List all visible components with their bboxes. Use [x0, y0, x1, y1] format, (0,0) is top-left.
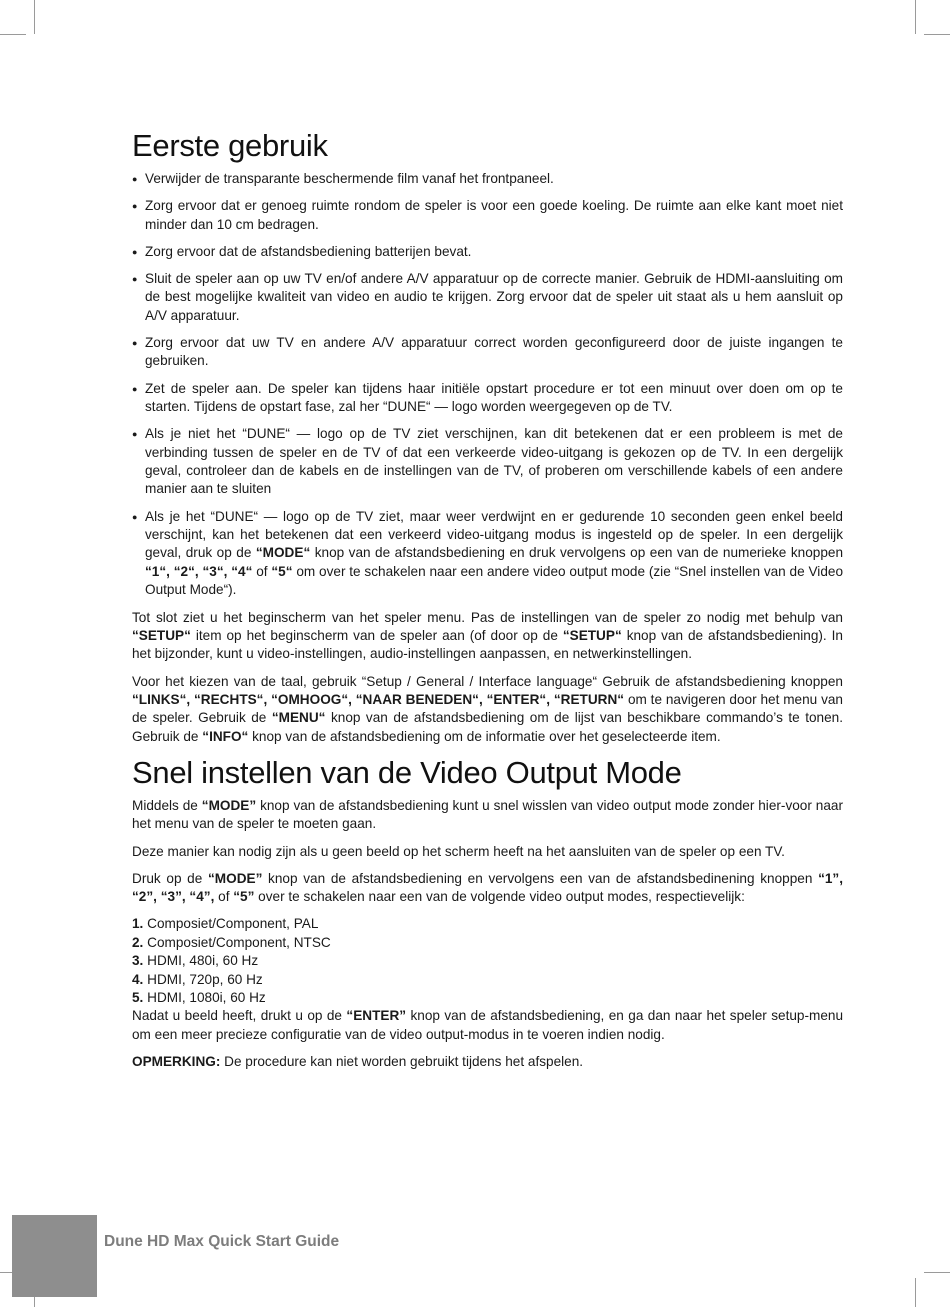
bold-run: “MODE“	[255, 545, 311, 561]
bullet-item: ● Zorg ervoor dat uw TV en andere A/V apparatuur correct worden geconfigureerd door de juiste ingangen te gebruiken.	[132, 334, 843, 371]
page-content	[132, 128, 843, 1080]
text-run: Nadat u beeld heeft, drukt u op de	[132, 1008, 347, 1024]
bullet-list	[132, 170, 843, 600]
text-run: item op het beginscherm van de speler aan (of door op de	[190, 627, 563, 643]
text-run: knop van de afstandsbediening kunt u snel wisslen van video output mode zonder hier-voor naar het menu van de speler te moeten gaan.	[132, 797, 844, 832]
bold-run: “1”, “2”, “3”, “4”,	[132, 870, 843, 905]
bold-run: “1“, “2“, “3“, “4“	[145, 563, 253, 579]
bold-run: “SETUP“	[132, 627, 191, 643]
bullet-item: ● Sluit de speler aan op uw TV en/of andere A/V apparatuur op de correcte manier. Gebruik de HDMI-aansluiting om de best mogelijke kwaliteit van video en audio te krijgen. Zorg ervoor dat de speler uit staat als u hem aansluit op A/V apparatuur.	[132, 270, 843, 325]
bullet-item: ● Zet de speler aan. De speler kan tijdens haar initiële opstart procedure er tot een minuut over doen om op te starten. Tijdens de opstart fase, zal her “DUNE“ — logo worden weergegeven op de TV.	[132, 380, 843, 417]
paragraph	[132, 870, 843, 907]
note-label: OPMERKING:	[132, 1054, 221, 1069]
mode-label: HDMI, 480i, 60 Hz	[143, 953, 259, 969]
mode-list	[132, 915, 843, 1007]
text-run: om te navigeren door het menu van de speler. Gebruik de	[132, 691, 843, 726]
mode-label: Composiet/Component, PAL	[143, 916, 319, 932]
paragraph: Deze manier kan nodig zijn als u geen beeld op het scherm heeft na het aansluiten van de speler op een TV.	[132, 843, 785, 859]
crop-mark	[915, 1278, 916, 1307]
text-run: Voor het kiezen van de taal, gebruik “Setup / General / Interface language“ Gebruik de afstandsbediening knoppen	[132, 673, 843, 689]
section-title-video-output-mode: Snel instellen van de Video Output Mode	[132, 754, 682, 790]
mode-label: HDMI, 1080i, 60 Hz	[143, 989, 266, 1005]
crop-mark	[34, 0, 35, 34]
mode-number: 2.	[132, 934, 144, 950]
bold-run: “5”	[233, 889, 255, 905]
mode-item	[132, 989, 843, 1007]
mode-number: 5.	[132, 989, 144, 1005]
section-title-eerste-gebruik: Eerste gebruik	[132, 128, 328, 163]
crop-mark	[915, 0, 916, 34]
text-run: knop van de afstandsbediening). In het bijzonder, kunt u video-instellingen, audio-instellingen aanpassen, en netwerkinstellingen.	[132, 627, 843, 662]
text-run: knop van de afstandsbediening en vervolgens een van de afstandsbedinening knoppen	[262, 870, 819, 886]
text-run: over te schakelen naar een van de volgende video output modes, respectievelijk:	[254, 889, 745, 905]
crop-mark	[924, 1272, 950, 1273]
bullet-item: ● Verwijder de transparante beschermende film vanaf het frontpaneel.	[132, 170, 843, 188]
mode-item	[132, 971, 843, 989]
paragraph	[132, 797, 843, 834]
text-run: of	[252, 563, 272, 579]
bold-run: “INFO“	[202, 728, 249, 744]
crop-mark	[0, 34, 26, 35]
text-run: Als je het “DUNE“ — logo op de TV ziet, maar weer verdwijnt en er gedurende 10 seconden geen enkel beeld verschijnt, kan het betekenen dat een verkeerd video-uitgang modus is ingesteld op de speler. In een dergelijk geval, druk op de	[145, 508, 843, 561]
mode-number: 3.	[132, 953, 144, 969]
footer-guide-title: Dune HD Max Quick Start Guide	[104, 1233, 340, 1250]
text-run: Druk op de	[132, 870, 208, 886]
bullet-item: ● Zorg ervoor dat de afstandsbediening batterijen bevat.	[132, 243, 843, 261]
text-run: knop van de afstandsbediening om de lijst van beschikbare commando’s te tonen. Gebruik de	[132, 710, 843, 744]
paragraph	[132, 673, 843, 747]
mode-number: 4.	[132, 971, 144, 987]
bold-run: “MODE”	[201, 797, 257, 813]
bold-run: “MENU“	[271, 710, 326, 726]
page-number-box	[12, 1215, 97, 1297]
mode-label: HDMI, 720p, 60 Hz	[143, 971, 263, 987]
mode-item	[132, 952, 843, 970]
text-run: knop van de afstandsbediening, en ga dan naar het speler setup-menu om een meer precieze configuratie van de video output-modus in te voeren indien nodig.	[132, 1008, 844, 1042]
bold-run: “LINKS“, “RECHTS“, “OMHOOG“, “NAAR BENEDEN“, “ENTER“, “RETURN“	[132, 691, 625, 707]
text-run: Middels de	[132, 797, 202, 813]
bullet-item: ● Zorg ervoor dat er genoeg ruimte rondom de speler is voor een goede koeling. De ruimte aan elke kant moet niet minder dan 10 cm bedragen.	[132, 197, 843, 234]
paragraph	[132, 609, 843, 664]
note-text: De procedure kan niet worden gebruikt tijdens het afspelen.	[220, 1054, 584, 1069]
mode-number: 1.	[132, 916, 144, 932]
text-run: om over te schakelen naar een andere video output mode (zie “Snel instellen van de Video Output Mode“).	[145, 563, 844, 598]
bold-run: “ENTER”	[346, 1008, 407, 1024]
bold-run: “SETUP“	[562, 627, 622, 643]
note-paragraph	[132, 1053, 843, 1071]
bullet-item: ● Als je niet het “DUNE“ — logo op de TV ziet verschijnen, kan dit betekenen dat er een probleem is met de verbinding tussen de speler en de TV of dat een verkeerde video-uitgang is gekozen op de TV. In een dergelijk geval, controleer dan de kabels en de instellingen van de TV, of proberen om verschillende kabels of een andere manier aan te sluiten	[132, 425, 843, 499]
mode-item	[132, 934, 843, 952]
text-run: knop van de afstandsbediening om de informatie over het geselecteerde item.	[248, 728, 721, 744]
paragraph	[132, 1007, 843, 1044]
mode-label: Composiet/Component, NTSC	[143, 934, 331, 950]
bold-run: “5“	[271, 563, 293, 579]
text-run: Tot slot ziet u het beginscherm van het speler menu. Pas de instellingen van de speler zo nodig met behulp van	[132, 609, 843, 625]
mode-item	[132, 915, 843, 933]
bold-run: “MODE”	[208, 870, 263, 886]
text-run: knop van de afstandsbediening en druk vervolgens op een van de numerieke knoppen	[310, 545, 843, 561]
text-run: of	[214, 889, 234, 905]
bullet-item	[132, 508, 843, 600]
crop-mark	[924, 34, 950, 35]
